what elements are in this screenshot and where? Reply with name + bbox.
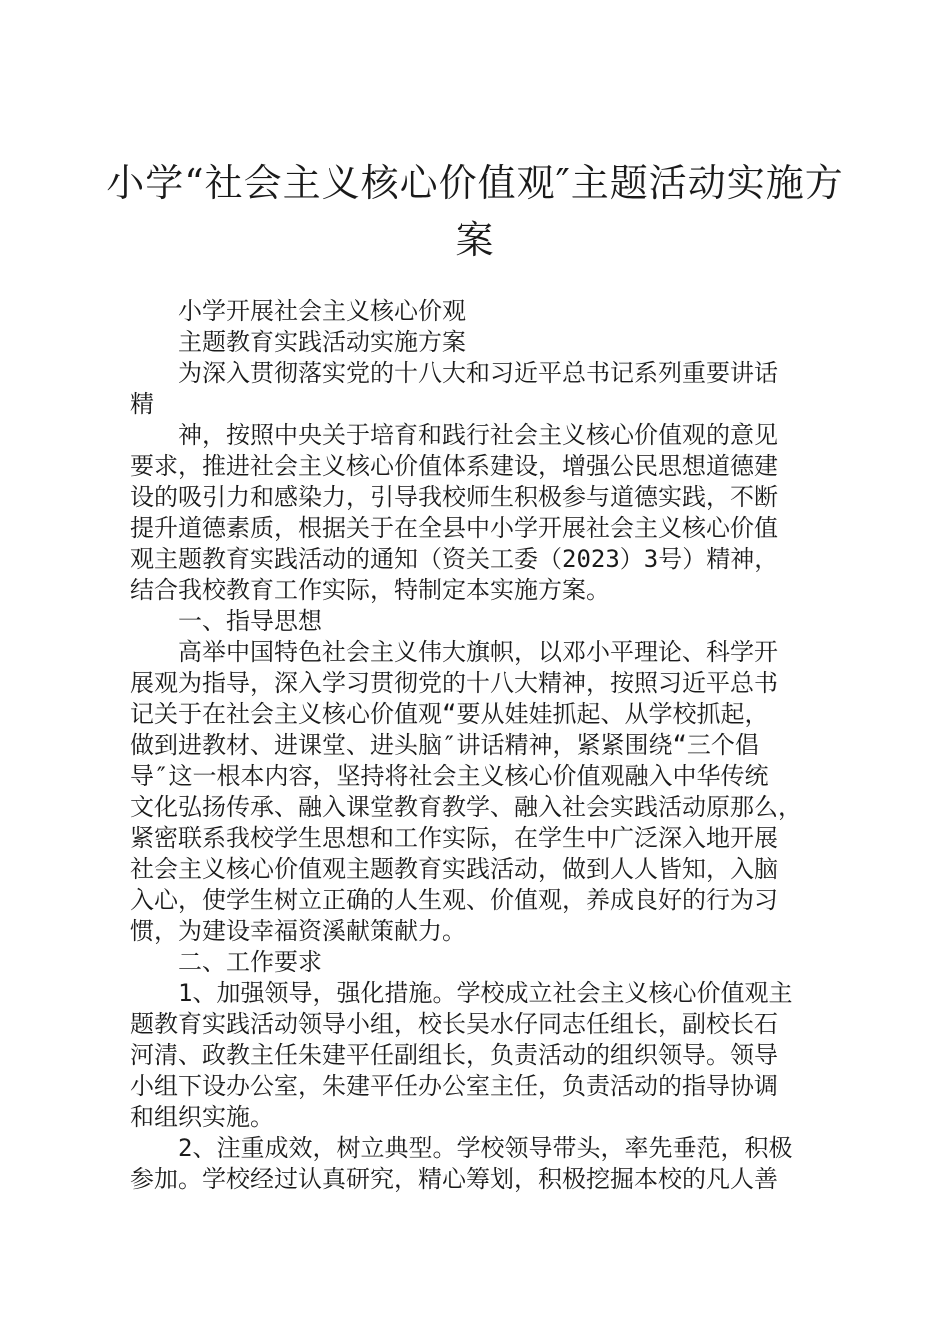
body-line: 为深入贯彻落实党的十八大和习近平总书记系列重要讲话 <box>178 359 778 387</box>
body-line: 入心，使学生树立正确的人生观、价值观，养成良好的行为习 <box>130 886 778 914</box>
body-line: 观主题教育实践活动的通知（资关工委（2023）3号）精神， <box>130 545 779 573</box>
document-title-line-2: 案 <box>455 218 495 262</box>
body-line: 导″这一根本内容，坚持将社会主义核心价值观融入中华传统 <box>130 762 769 790</box>
body-line: 惯，为建设幸福资溪献策献力。 <box>130 917 466 945</box>
body-line: 紧密联系我校学生思想和工作实际，在学生中广泛深入地开展 <box>130 824 778 852</box>
section-heading: 二、工作要求 <box>178 948 322 976</box>
body-line: 社会主义核心价值观主题教育实践活动，做到人人皆知，入脑 <box>130 855 778 883</box>
body-line: 神，按照中央关于培育和践行社会主义核心价值观的意见 <box>178 421 778 449</box>
body-line: 高举中国特色社会主义伟大旗帜，以邓小平理论、科学开 <box>178 638 778 666</box>
body-line: 主题教育实践活动实施方案 <box>178 328 466 356</box>
body-line: 精 <box>130 390 154 418</box>
body-line: 结合我校教育工作实际，特制定本实施方案。 <box>130 576 610 604</box>
body-line: 2、注重成效，树立典型。学校领导带头，率先垂范，积极 <box>178 1134 793 1162</box>
body-line: 文化弘扬传承、融入课堂教育教学、融入社会实践活动原那么， <box>130 793 802 821</box>
body-line: 和组织实施。 <box>130 1103 274 1131</box>
body-line: 参加。学校经过认真研究，精心筹划，积极挖掘本校的凡人善 <box>130 1165 778 1193</box>
body-line: 设的吸引力和感染力，引导我校师生积极参与道德实践，不断 <box>130 483 778 511</box>
body-line: 小组下设办公室，朱建平任办公室主任，负责活动的指导协调 <box>130 1072 778 1100</box>
body-line: 记关于在社会主义核心价值观“要从娃娃抓起、从学校抓起， <box>130 700 769 728</box>
body-line: 小学开展社会主义核心价观 <box>178 297 466 325</box>
body-line: 展观为指导，深入学习贯彻党的十八大精神，按照习近平总书 <box>130 669 778 697</box>
section-heading: 一、指导思想 <box>178 607 322 635</box>
body-line: 题教育实践活动领导小组，校长吴水仔同志任组长，副校长石 <box>130 1010 778 1038</box>
body-line: 河清、政教主任朱建平任副组长，负责活动的组织领导。领导 <box>130 1041 778 1069</box>
body-line: 提升道德素质，根据关于在全县中小学开展社会主义核心价值 <box>130 514 778 542</box>
body-line: 1、加强领导，强化措施。学校成立社会主义核心价值观主 <box>178 979 793 1007</box>
body-line: 要求，推进社会主义核心价值体系建设，增强公民思想道德建 <box>130 452 778 480</box>
body-line: 做到进教材、进课堂、进头脑″讲话精神，紧紧围绕“三个倡 <box>130 731 759 759</box>
document-title-line-1: 小学“社会主义核心价值观″主题活动实施方 <box>106 161 844 205</box>
